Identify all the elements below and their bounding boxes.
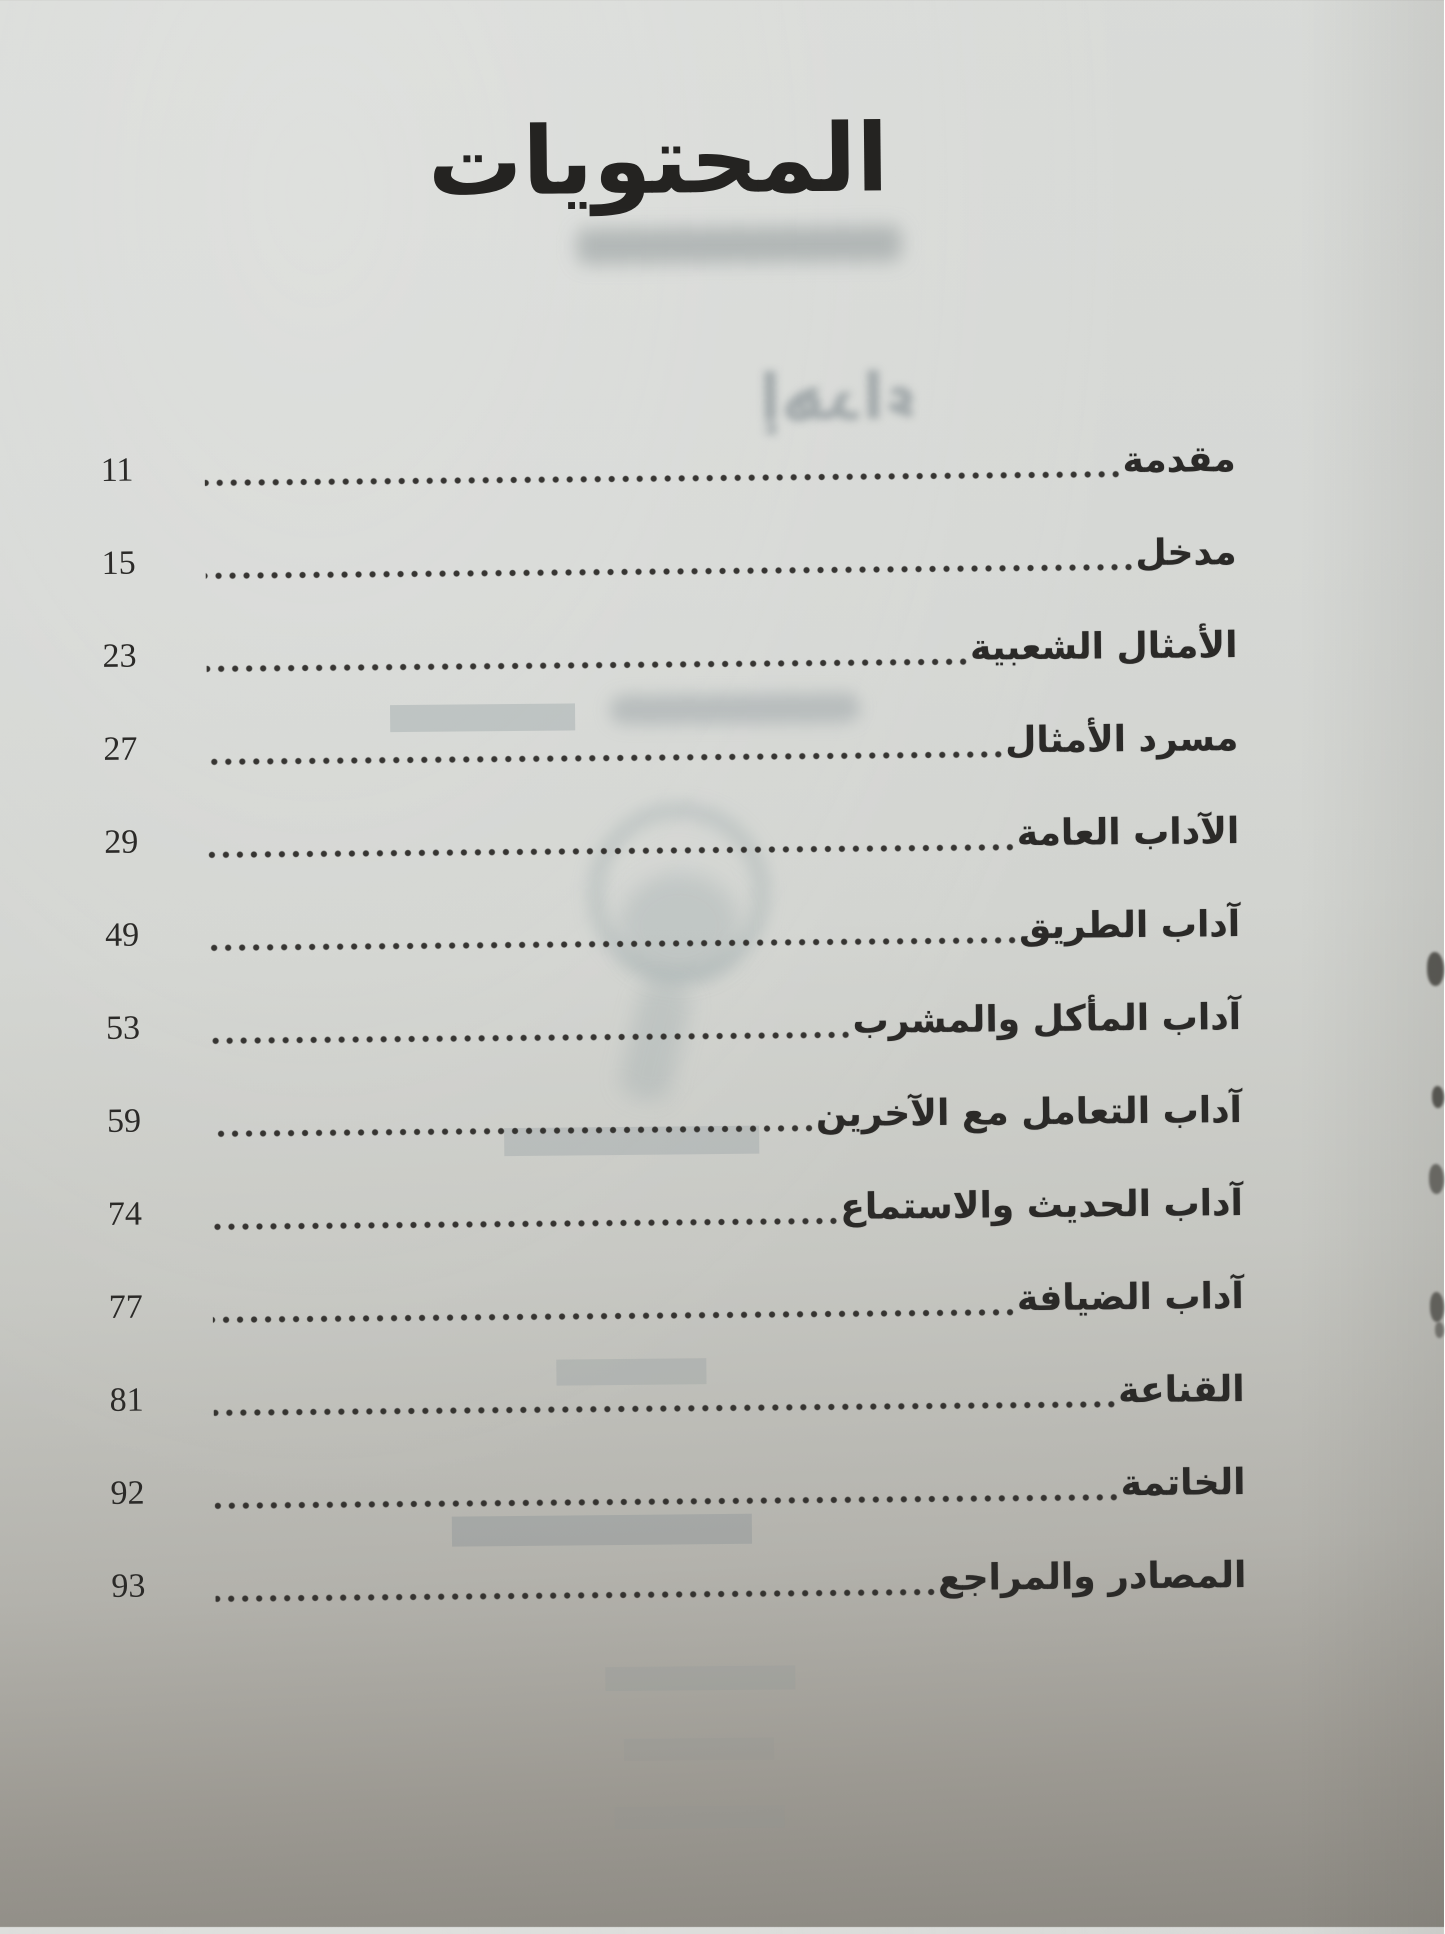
dotted-leader (216, 1490, 1122, 1513)
dotted-leader (213, 1213, 842, 1233)
toc-entry-label: آداب الضيافة (1017, 1276, 1245, 1320)
dotted-leader (210, 933, 1020, 955)
toc-entry-page: 92 (111, 1474, 146, 1512)
adjacent-page-glyph (1431, 1292, 1445, 1322)
toc-entry-page: 81 (110, 1381, 145, 1419)
table-of-contents (101, 413, 1248, 1633)
toc-entry (106, 878, 1242, 982)
adjacent-page-glyph (1433, 1086, 1445, 1108)
toc-entry-page: 77 (109, 1288, 144, 1326)
toc-entry (103, 599, 1239, 703)
adjacent-page-glyph (1428, 952, 1445, 986)
adjacent-page-glyph (1436, 1322, 1445, 1338)
dotted-leader (215, 1397, 1120, 1420)
page-title: المحتويات (428, 104, 891, 218)
toc-entry (111, 1436, 1247, 1540)
ghost-text-band (577, 225, 902, 264)
toc-entry (102, 506, 1238, 610)
toc-entry-label: آداب الطريق (1019, 904, 1242, 948)
toc-entry (112, 1529, 1248, 1633)
toc-entry (108, 1157, 1244, 1261)
toc-entry (101, 413, 1237, 517)
adjacent-page-glyph (1430, 1164, 1445, 1194)
dotted-leader (208, 747, 1006, 769)
ghost-text-line (616, 1805, 786, 1829)
toc-entry (110, 1343, 1246, 1447)
toc-entry-page: 11 (101, 451, 135, 489)
toc-entry-label: الآداب العامة (1017, 811, 1241, 855)
dotted-leader (214, 1305, 1018, 1327)
toc-entry-label: آداب التعامل مع الآخرين (816, 1090, 1244, 1136)
toc-entry-page: 27 (104, 730, 139, 768)
dotted-leader (211, 1027, 854, 1047)
toc-entry-page: 74 (108, 1195, 144, 1233)
ghost-dedication-text: إهداء (759, 360, 919, 436)
dotted-leader (212, 1121, 817, 1141)
toc-entry-page: 15 (102, 544, 137, 582)
toc-entry-label: مدخل (1136, 532, 1238, 575)
toc-entry (104, 692, 1240, 796)
dotted-leader (207, 560, 1137, 583)
toc-entry-label: المصادر والمراجع (938, 1554, 1248, 1599)
toc-entry (107, 971, 1243, 1075)
toc-entry (108, 1064, 1244, 1168)
ghost-text-line (625, 1738, 775, 1761)
dotted-leader (209, 840, 1018, 862)
toc-entry-label: مسرد الأمثال (1005, 718, 1240, 762)
toc-entry-page: 93 (112, 1567, 147, 1605)
toc-entry-page: 49 (105, 916, 141, 954)
toc-entry-label: القناعة (1118, 1369, 1246, 1412)
ghost-text-line (606, 1665, 796, 1691)
dotted-leader (208, 654, 972, 675)
toc-entry-page: 29 (105, 823, 140, 861)
toc-entry-page: 59 (107, 1102, 143, 1140)
dotted-leader (206, 467, 1124, 490)
dotted-leader (216, 1584, 939, 1605)
toc-entry-page: 53 (106, 1009, 142, 1047)
toc-entry-label: الأمثال الشعبية (970, 625, 1239, 669)
toc-entry (109, 1250, 1245, 1354)
toc-entry (105, 785, 1241, 889)
toc-entry-label: آداب المأكل والمشرب (853, 997, 1243, 1042)
toc-entry-label: الخاتمة (1121, 1462, 1247, 1505)
toc-entry-label: آداب الحديث والاستماع (841, 1183, 1245, 1228)
toc-entry-page: 23 (103, 637, 138, 675)
toc-entry-label: مقدمة (1123, 439, 1237, 482)
